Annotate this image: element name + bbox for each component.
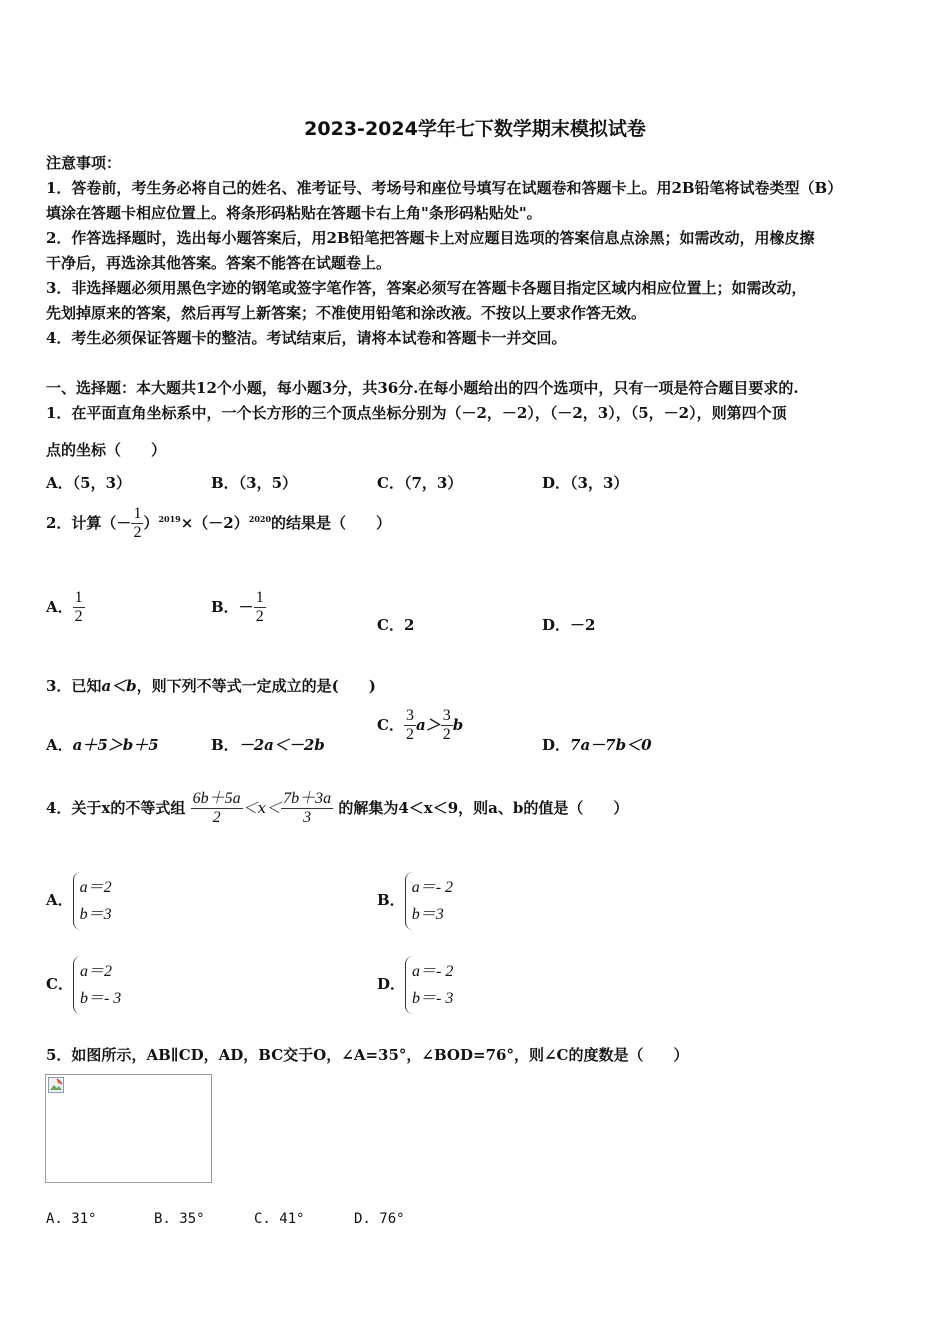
q3-option-a: A．a＋5＞b＋5 [46, 736, 159, 754]
question-4-stem: 4．关于x的不等式组 $\frac{6b+5a}{2}$ ＜x＜ $\frac{7b+3a}{3}$ 的解集为4＜x＜9，则a、b的值是（ ） [46, 790, 629, 827]
q2-option-a: A． $\frac{1}{2}$ [46, 589, 83, 626]
q2-option-b: B．－ $\frac{1}{2}$ [211, 589, 264, 626]
q5-option-c: C. 41° [254, 1211, 305, 1227]
note-line: 1．答卷前，考生务必将自己的姓名、准考证号、考场号和座位号填写在试题卷和答题卡上。用2B铅笔将试卷类型（B） [46, 179, 843, 197]
q3-option-c: C． $\frac{3}{2}$ a＞ $\frac{3}{2}$ b [377, 707, 464, 744]
figure-placeholder [45, 1074, 212, 1183]
note-line: 3．非选择题必须用黑色字迹的钢笔或签字笔作答，答案必须写在答题卡各题目指定区域内相应位置上；如需改动， [46, 279, 807, 297]
q4-option-d: D． a＝- 2 b＝- 3 [377, 956, 453, 1014]
page-title: 2023-2024学年七下数学期末模拟试卷 [304, 118, 646, 140]
q2-option-c: C．2 [377, 616, 415, 634]
q5-option-d: D. 76° [354, 1211, 405, 1227]
q1-option-d: D．（3，3） [542, 474, 629, 492]
question-5-stem: 5．如图所示，AB∥CD，AD，BC交于O，∠A=35°，∠BOD=76°，则∠C的度数是（ ） [46, 1046, 689, 1064]
question-3-stem: 3．已知a＜b，则下列不等式一定成立的是( ) [46, 677, 376, 695]
q3-option-d: D．7a－7b＜0 [542, 736, 652, 754]
notes-heading: 注意事项： [46, 154, 122, 172]
q4-option-b: B． a＝- 2 b＝3 [377, 872, 453, 930]
question-2-stem: 2．计算（－ $\frac{1}{2}$ ）$^{2019}\times(-2)^{2020}$的结果是（ ） [46, 505, 392, 542]
q1-option-a: A．（5，3） [46, 474, 132, 492]
q3-option-b: B．－2a＜－2b [211, 736, 325, 754]
q1-option-b: B．（3，5） [211, 474, 298, 492]
question-1-stem-cont: 点的坐标（ ） [46, 441, 167, 459]
q4-option-c: C． a＝2 b＝- 3 [46, 956, 121, 1014]
note-line: 填涂在答题卡相应位置上。将条形码粘贴在答题卡右上角"条形码粘贴处"。 [46, 204, 542, 222]
q5-option-b: B. 35° [154, 1211, 205, 1227]
question-1-stem: 1．在平面直角坐标系中，一个长方形的三个顶点坐标分别为（－2，－2），（－2，3），（5，－2），则第四个顶 [46, 404, 787, 422]
q5-option-a: A. 31° [46, 1211, 97, 1227]
section-heading: 一、选择题：本大题共12个小题，每小题3分，共36分.在每小题给出的四个选项中，只有一项是符合题目要求的. [46, 379, 799, 397]
fraction: $\frac{1}{2}$ [133, 505, 142, 542]
q2-option-d: D．－2 [542, 616, 596, 634]
q1-option-c: C．（7，3） [377, 474, 463, 492]
q4-option-a: A． a＝2 b＝3 [46, 872, 112, 930]
note-line: 干净后，再选涂其他答案。答案不能答在试题卷上。 [46, 254, 392, 272]
broken-image-icon [48, 1077, 64, 1093]
note-line: 先划掉原来的答案，然后再写上新答案；不准使用铅笔和涂改液。不按以上要求作答无效。 [46, 304, 647, 322]
note-line: 2．作答选择题时，选出每小题答案后，用2B铅笔把答题卡上对应题目选项的答案信息点涂黑；如需改动，用橡皮擦 [46, 229, 815, 247]
note-line: 4．考生必须保证答题卡的整洁。考试结束后，请将本试卷和答题卡一并交回。 [46, 329, 567, 347]
